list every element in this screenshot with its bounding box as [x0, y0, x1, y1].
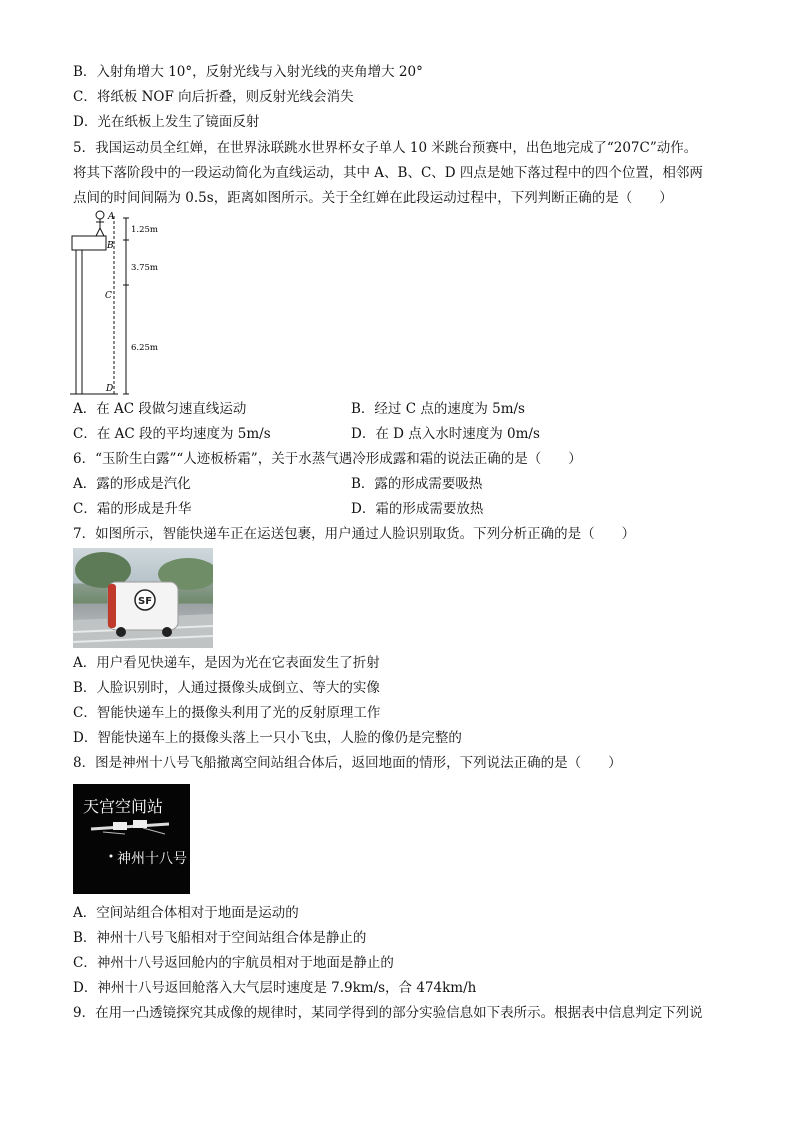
- distance-bc: 3.75m: [131, 263, 158, 273]
- point-d-label: D: [106, 384, 114, 394]
- q7-option-a: A．用户看见快递车，是因为光在它表面发生了折射: [73, 655, 380, 671]
- sf-logo: SF: [138, 596, 153, 607]
- q5-stem-1: 5．我国运动员全红婵，在世界泳联跳水世界杯女子单人 10 米跳台预赛中，出色地完成了“207C”动作。: [73, 140, 698, 156]
- q8-stem: 8．图是神州十八号飞船撤离空间站组合体后，返回地面的情形，下列说法正确的是（ ）: [73, 755, 622, 771]
- delivery-van-photo: [73, 548, 213, 648]
- station-drawing: [73, 784, 190, 894]
- delivery-van-drawing: [73, 548, 213, 648]
- q6-stem: 6．“玉阶生白露”“人迹板桥霜”，关于水蒸气遇冷形成露和霜的说法正确的是（ ）: [73, 451, 582, 467]
- q5-option-b: B．经过 C 点的速度为 5m/s: [351, 401, 525, 417]
- q6-option-b: B．露的形成需要吸热: [351, 476, 483, 492]
- q7-option-d: D．智能快递车上的摄像头落上一只小飞虫，人脸的像仍是完整的: [73, 730, 462, 746]
- q5-option-d: D．在 D 点入水时速度为 0m/s: [351, 426, 540, 442]
- q5-stem-2: 将其下落阶段中的一段运动简化为直线运动，其中 A、B、C、D 四点是她下落过程中的四个位置，相邻两: [73, 165, 703, 181]
- l1: B．入射角增大 10°，反射光线与入射光线的夹角增大 20°: [73, 64, 423, 80]
- ship-label: 神州十八号: [117, 851, 187, 867]
- q6-option-c: C．霜的形成是升华: [73, 501, 192, 517]
- q8-option-a: A．空间站组合体相对于地面是运动的: [73, 905, 299, 921]
- l3: D．光在纸板上发生了镜面反射: [73, 114, 260, 130]
- point-b-label: B: [107, 241, 114, 251]
- point-c-label: C: [105, 291, 112, 301]
- q5-option-a: A．在 AC 段做匀速直线运动: [73, 401, 247, 417]
- diving-diagram: [70, 208, 180, 398]
- q8-option-b: B．神州十八号飞船相对于空间站组合体是静止的: [73, 930, 367, 946]
- q5-option-c: C．在 AC 段的平均速度为 5m/s: [73, 426, 271, 442]
- q5-stem-3: 点间的时间间隔为 0.5s，距离如图所示。关于全红婵在此段运动过程中，下列判断正确的是（ ）: [73, 190, 673, 206]
- q6-option-d: D．霜的形成需要放热: [351, 501, 484, 517]
- station-label: 天宫空间站: [83, 797, 164, 816]
- q8-option-c: C．神州十八号返回舱内的宇航员相对于地面是静止的: [73, 955, 394, 971]
- point-a-label: A: [108, 212, 115, 222]
- space-station-photo: [73, 784, 190, 894]
- q7-option-c: C．智能快递车上的摄像头利用了光的反射原理工作: [73, 705, 381, 721]
- l2: C．将纸板 NOF 向后折叠，则反射光线会消失: [73, 89, 354, 105]
- distance-ab: 1.25m: [131, 225, 158, 235]
- q6-option-a: A．露的形成是汽化: [73, 476, 191, 492]
- q8-option-d: D．神州十八号返回舱落入大气层时速度是 7.9km/s，合 474km/h: [73, 980, 477, 996]
- q7-option-b: B．人脸识别时，人通过摄像头成倒立、等大的实像: [73, 680, 380, 696]
- q9-stem: 9．在用一凸透镜探究其成像的规律时，某同学得到的部分实验信息如下表所示。根据表中信息判定下列说: [73, 1005, 703, 1021]
- q7-stem: 7．如图所示，智能快递车正在运送包裹，用户通过人脸识别取货。下列分析正确的是（ ）: [73, 526, 636, 542]
- distance-cd: 6.25m: [131, 343, 158, 353]
